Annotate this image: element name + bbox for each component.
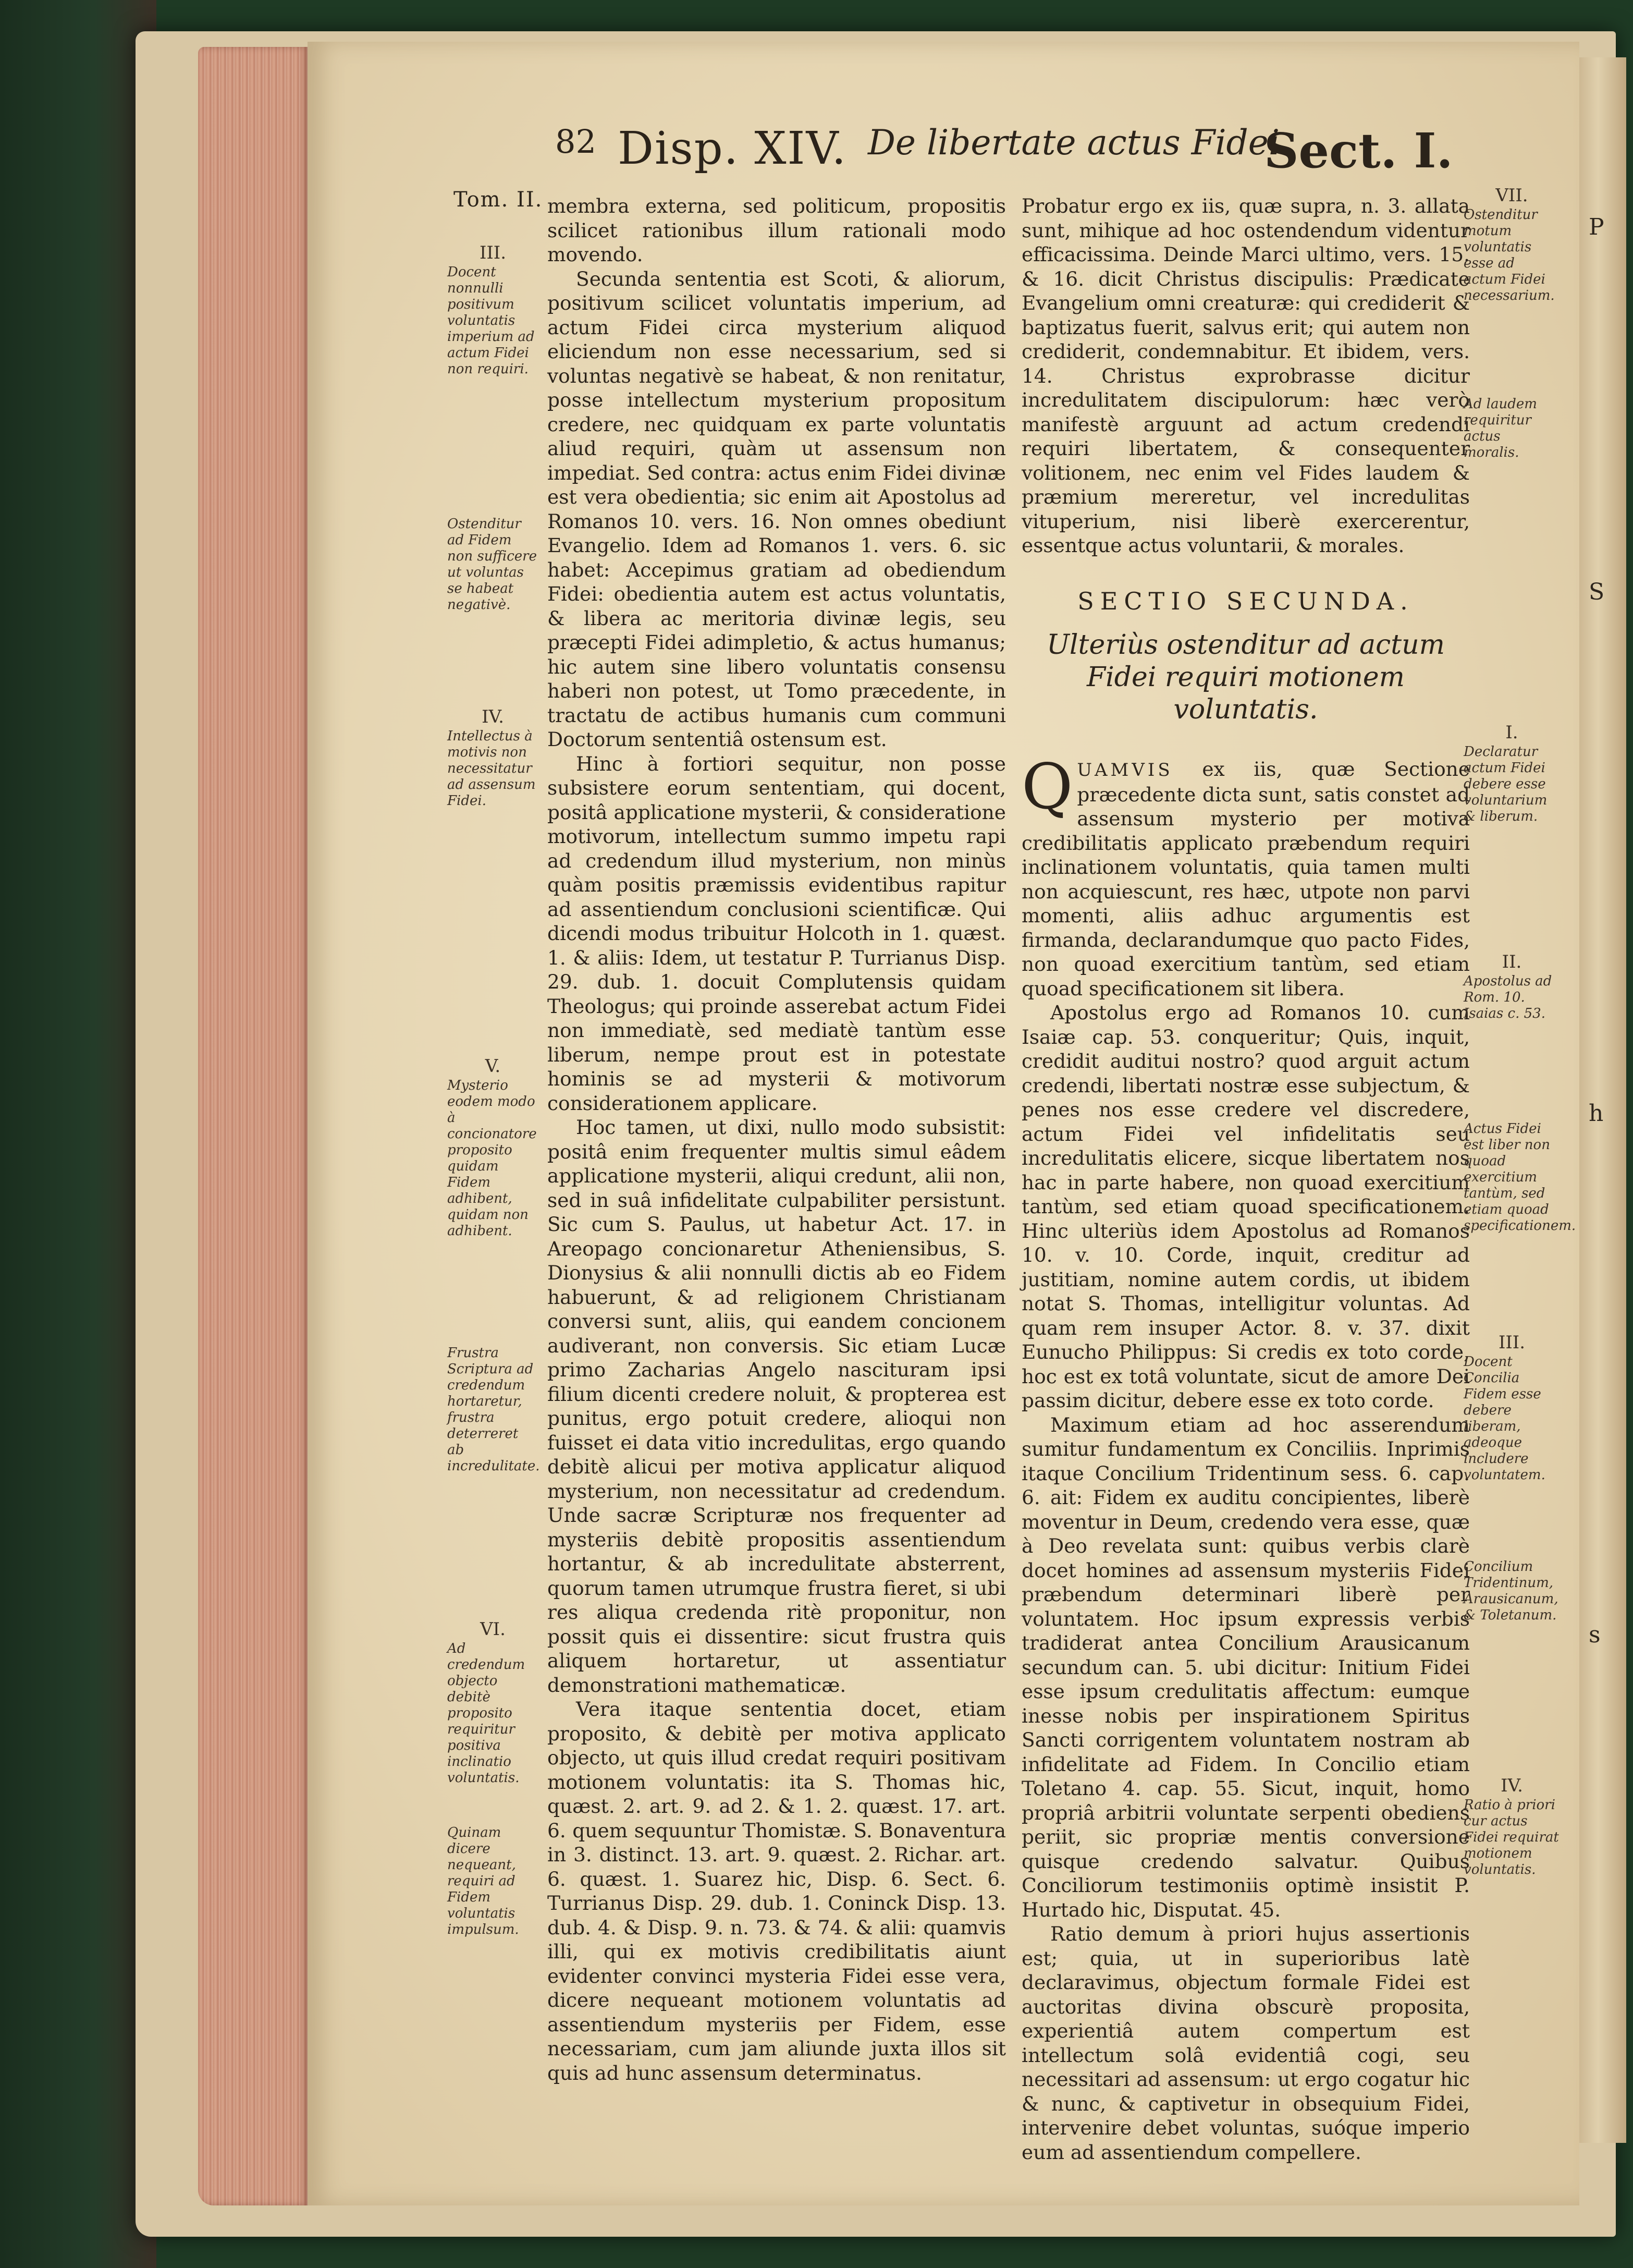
- margin-note: [1464, 954, 1560, 1022]
- margin-note-text: Declaratur actum Fidei debere esse voluntarium & liberum.: [1464, 744, 1548, 824]
- margin-note-text: Ostenditur motum voluntatis esse ad actum Fidei necessarium.: [1464, 207, 1555, 303]
- margin-note: [447, 516, 538, 613]
- paragraph: Vera itaque sententia docet, etiam proposito, & debitè per motiva applicato objecto, ut quis illud credat requiri positivam motionem voluntatis: ita S. Thomas hic, quæst. 2. art. 9. ad 2. & 1. 2. quæst. 17. art. 6. quem sequuntur Thomistæ. S. Bonaventura in 3. distinct. 13. art. 9. quæst. 2. Richar. art. 6. quæst. 1. Suarez hic, Disp. 6. Sect. 6. Turrianus Disp. 29. dub. 1. Coninck Disp. 13. dub. 4. & Disp. 9. n. 73. & 74. & alii: quamvis illi, qui ex motivis credibilitatis aiunt evidenter convinci mysteria Fidei esse vera, dicere nequeant motionem voluntatis ad assentiendum mysteriis per Fidem, esse necessariam, cum jam aliunde juxta illos sit quis ad hunc assensum determinatus.: [547, 1698, 1006, 2084]
- first-paragraph: [1022, 751, 1470, 1001]
- paragraph: Probatur ergo ex iis, quæ supra, n. 3. allata sunt, mihique ad hoc ostendendum videntur efficacissima. Deinde Marci ultimo, vers. 15. & 16. dicit Christus discipulis: Prædicate Evangelium omni creaturæ: qui crediderit & baptizatus fuerit, salvus erit; qui autem non crediderit, condemnabitur. Et ibidem, vers. 14. Christus exprobrasse dicitur incredulitatem discipulorum: hæc verò manifestè arguunt ad actum credendi requiri libertatem, & consequenter volitionem, nec enim vel Fides laudem & præmium mereretur, vel incredulitas vituperium, nisi liberè exercerentur, essentque actus voluntarii, & morales.: [1022, 194, 1470, 557]
- margin-note: [1464, 722, 1560, 825]
- margin-note: [447, 1825, 538, 1938]
- section-heading: SECTIO SECUNDA.: [1077, 587, 1414, 615]
- margin-note-text: Ratio à priori cur actus Fidei requirat motionem voluntatis.: [1464, 1797, 1559, 1877]
- section-subtitle: Ulteriùs ostenditur ad actum Fidei requiri motionem voluntatis.: [1047, 629, 1445, 725]
- margin-note-text: Quinam dicere nequeant, requiri ad Fidem voluntatis impulsum.: [447, 1825, 519, 1937]
- disputation-label: Disp. XIV.: [618, 123, 847, 175]
- drop-cap: Q: [1022, 751, 1073, 823]
- margin-note-number: IV.: [482, 706, 504, 727]
- margin-note-number: III.: [1498, 1332, 1526, 1353]
- next-page-edge: [1579, 57, 1626, 2143]
- margin-note: [1464, 396, 1560, 461]
- paragraph: membra externa, sed politicum, propositis scilicet rationibus illum rationali modo movendo.: [547, 194, 1006, 266]
- first-word: UAMVIS: [1077, 760, 1173, 781]
- margin-note: [1464, 1775, 1560, 1878]
- margin-note-text: Intellectus à motivis non necessitatur ad assensum Fidei.: [447, 728, 536, 809]
- tome-label: Tom. II.: [453, 188, 543, 212]
- running-title: De libertate actus Fidei.: [868, 123, 1291, 163]
- first-paragraph-text: ex iis, quæ Sectione præcedente dicta sunt, satis constet ad assensum mysterio per motiva credibilitatis applicato præbendum requiri inclinationem voluntatis, quia tamen multi non acquiescunt, res hæc, utpote non parvi momenti, aliis adhuc argumentis est firmanda, declarandumque quo pacto Fides, non quoad exercitium tantùm, sed etiam quoad specificationem sit libera.: [1022, 758, 1470, 1000]
- margin-note: [1464, 1332, 1560, 1483]
- page-edges: [198, 47, 308, 2205]
- margin-note: [447, 242, 538, 377]
- margin-note-number: II.: [1502, 952, 1522, 972]
- margin-note-number: VII.: [1495, 185, 1528, 206]
- margin-note-text: Actus Fidei est liber non quoad exercitium tantùm, sed etiam quoad specificationem.: [1464, 1121, 1576, 1234]
- paragraph: Maximum etiam ad hoc asserendum sumitur fundamentum ex Conciliis. Inprimis itaque Concilium Tridentinum sess. 6. cap. 6. ait: Fidem ex auditu concipientes, liberè moventur in Deum, credendo vera esse, quæ à Deo revelata sunt: quibus verbis clarè docet homines ad assensum mysteriis Fidei præbendum determinari liberè per voluntatem. Hoc ipsum expressis verbis tradiderat antea Concilium Arausicanum secundum can. 5. ubi dicitur: Initium Fidei esse ipsum credulitatis affectum: eumque inesse nobis per inspirationem Spiritus Sancti corrigentem voluntatem nostram ab infidelitate ad Fidem. In Concilio etiam Toletano 4. cap. 55. Sicut, inquit, homo propriâ arbitrii voluntate serpenti obediens periit, sic propriæ mentis conversione quisque credendo salvatur. Quibus Conciliorum testimoniis optimè insistit P. Hurtado hic, Disputat. 45.: [1022, 1413, 1470, 1921]
- margin-note: [447, 1621, 538, 1786]
- next-page-fragment: S: [1589, 579, 1605, 605]
- paragraph: Hoc tamen, ut dixi, nullo modo subsistit: positâ enim frequenter multis simul eâdem applicatione mysterii, aliqui credunt, alii non, sed in suâ infidelitate culpabiliter persistunt. Sic cum S. Paulus, ut habetur Act. 17. in Areopago concionaretur Atheniensibus, S. Dionysius & alii nonnulli dictis ab eo Fidem habuerunt, & ad religionem Christianam conversi sunt, aliis, qui eandem concionem audiverant, non conversis. Sic etiam Lucæ primo Zacharias Angelo nascituram ipsi filium dicenti credere noluit, & propterea est punitus, ergo potuit credere, alioqui non fuisset ei data vitio incredulitas, ergo quando debitè alicui per motiva applicatur aliquod mysterium, non necessitatur ad credendum. Unde sacræ Scripturæ nos frequenter ad mysteriis debitè propositis assentiendum hortantur, & ab incredulitate absterrent, quorum tamen utrumque frustra fieret, si ubi res aliqua credenda ritè proponitur, non possit quis ei dissentire: sicut frustra quis aliquem hortaretur, ut assentiatur demonstrationi mathematicæ.: [547, 1116, 1006, 1697]
- margin-note: [447, 1345, 538, 1474]
- margin-note: [1464, 1559, 1560, 1624]
- margin-note-text: Frustra Scriptura ad credendum hortaretur, frustra deterreret ab incredulitate.: [447, 1345, 540, 1474]
- margin-note-number: IV.: [1501, 1775, 1523, 1796]
- paragraph: Hinc à fortiori sequitur, non posse subsistere eorum sententiam, qui docent, positâ applicatione mysterii, & consideratione motivorum, intellectum summo impetu rapi ad credendum illud mysterium, non minùs quàm positis præmissis evidentibus rapitur ad assentiendum conclusioni scientificæ. Qui dicendi modus tribuitur Holcoth in 1. quæst. 1. & aliis: Idem, ut testatur P. Turrianus Disp. 29. dub. 1. docuit Complutensis quidam Theologus; qui proinde asserebat actum Fidei non immediatè, sed mediatè tantùm esse liberum, nempe prout est in potestate hominis se ad mysterii & motivorum considerationem applicare.: [547, 752, 1006, 1115]
- background-shadow: [0, 0, 156, 2268]
- left-column: [547, 194, 1006, 2085]
- margin-note-text: Ostenditur ad Fidem non sufficere ut voluntas se habeat negativè.: [447, 516, 537, 613]
- margin-note: [447, 706, 538, 809]
- paragraph: Apostolus ergo ad Romanos 10. cum Isaiæ cap. 53. conqueritur; Quis, inquit, credidit auditui nostro? quod arguit actum credendi, libertati nostræ esse subjectum, & penes nos esse credere vel discredere, actum Fidei vel infidelitatis seu incredulitatis elicere, sicque libertatem nos hac in parte habere, non quoad exercitium tantùm, sed etiam quoad specificationem. Hinc ulteriùs idem Apostolus ad Romanos 10. v. 10. Corde, inquit, creditur ad justitiam, nomine autem cordis, ut ibidem notat S. Thomas, intelligitur voluntas. Ad quam rem insuper Actor. 8. v. 37. dixit Eunucho Philippus: Si credis ex toto corde, hoc est ex totâ voluntate, sicut de amore Dei passim dicitur, debere esse ex toto corde.: [1022, 1001, 1470, 1412]
- margin-note-text: Ad credendum objecto debitè proposito requiritur positiva inclinatio voluntatis.: [447, 1641, 525, 1786]
- margin-note-number: I.: [1505, 722, 1518, 743]
- margin-note-text: Ad laudem requiritur actus moralis.: [1464, 396, 1537, 460]
- margin-note: [1464, 185, 1560, 304]
- page-number: 82: [555, 123, 596, 161]
- section-label: Sect. I.: [1264, 123, 1453, 179]
- next-page-fragment: h: [1589, 1100, 1604, 1127]
- paragraph: Ratio demum à priori hujus assertionis est; quia, ut in superioribus latè declaravimus, objectum formale Fidei est auctoritas divina obscurè proposita, experientiâ autem compertum est intellectum solâ evidentiâ cogi, seu necessitari ad assensum: ut ergo cogatur hic & nunc, & captivetur in obsequium Fidei, intervenire debet voluntas, suóque imperio eum ad assentiendum compellere.: [1022, 1922, 1470, 2164]
- margin-note: [1464, 1121, 1576, 1234]
- margin-note-text: Docent Concilia Fidem esse debere liberam, adeoque includere voluntatem.: [1464, 1354, 1545, 1483]
- right-column: [1022, 194, 1470, 2164]
- next-page-fragment: P: [1589, 214, 1604, 240]
- margin-note: [447, 1058, 538, 1239]
- margin-note-number: III.: [479, 242, 507, 263]
- paragraph: Secunda sententia est Scoti, & aliorum, positivum scilicet voluntatis imperium, ad actum Fidei circa mysterium aliquod eliciendum non esse necessarium, sed si voluntas negativè se habeat, & non renitatur, posse intellectum mysterium propositum credere, nec quidquam ex parte voluntatis aliud requiri, quàm ut assensum non impediat. Sed contra: actus enim Fidei divinæ est vera obedientia; sic enim ait Apostolus ad Romanos 10. vers. 16. Non omnes obediunt Evangelio. Idem ad Romanos 1. vers. 6. sic habet: Accepimus gratiam ad obediendum Fidei: obedientia autem est actus voluntatis, & libera ac meritoria divinæ legis, seu præcepti Fidei adimpletio, & actus humanus; hic autem sine libero voluntatis consensu haberi non potest, ut Tomo præcedente, in tractatu de actibus humanis cum communi Doctorum sententiâ ostensum est.: [547, 267, 1006, 751]
- margin-note-text: Concilium Tridentinum, Arausicanum, & Toletanum.: [1464, 1559, 1558, 1623]
- margin-note-text: Docent nonnulli positivum voluntatis imperium ad actum Fidei non requiri.: [447, 264, 535, 377]
- margin-note-number: VI.: [480, 1619, 506, 1640]
- margin-note-text: Apostolus ad Rom. 10. Isaias c. 53.: [1464, 973, 1552, 1021]
- margin-note-number: V.: [485, 1056, 501, 1077]
- margin-note-text: Mysterio eodem modo à concionatore proposito quidam Fidem adhibent, quidam non adhibent.: [447, 1078, 537, 1239]
- running-head: [555, 123, 1493, 180]
- next-page-fragment: s: [1589, 1621, 1601, 1648]
